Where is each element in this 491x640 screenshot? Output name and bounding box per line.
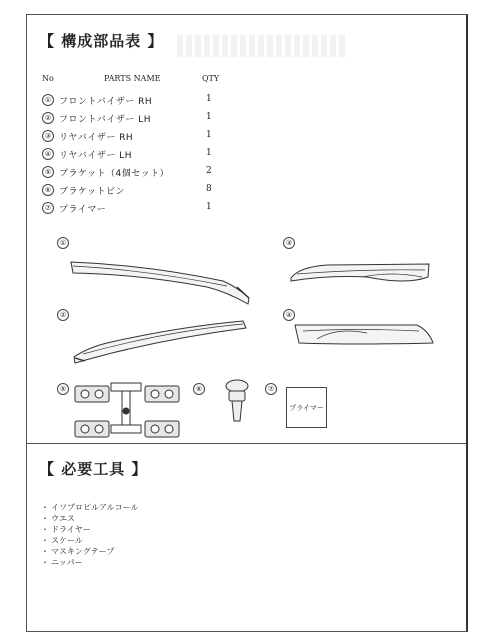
part-qty: 1 [206, 148, 212, 158]
bracket-set-drawing [75, 383, 179, 437]
part-name: ブラケットピン [59, 187, 126, 197]
callout-rear-visor-lh: ④ [283, 309, 295, 321]
bullet: ・ [41, 558, 49, 567]
front-visor-lh-drawing [74, 321, 246, 363]
parts-list-title: 構成部品表 [61, 32, 142, 50]
tool-name: イソプロピルアルコール [51, 503, 139, 512]
bullet: ・ [41, 514, 49, 523]
tool-name: マスキングテープ [51, 547, 115, 556]
row-number: ⑥ [42, 184, 54, 196]
row-number: ② [42, 112, 54, 124]
part-name: プライマー [59, 205, 107, 215]
tools-title: 必要工具 [61, 460, 126, 478]
heading-bracket-close: 】 [147, 32, 164, 50]
rear-visor-rh-drawing [291, 264, 429, 281]
tools-heading [39, 458, 148, 479]
row-number: ③ [42, 130, 54, 142]
callout-primer: ⑦ [265, 383, 277, 395]
column-header-qty: QTY [202, 74, 220, 83]
tool-name: ドライヤー [51, 525, 91, 534]
tool-item [41, 557, 139, 568]
heading-bracket-open: 【 [39, 460, 56, 478]
part-name: リヤバイザー RH [59, 133, 134, 143]
tools-list [41, 502, 139, 568]
tool-name: ニッパー [51, 558, 83, 567]
instruction-sheet [26, 14, 468, 632]
part-qty: 1 [206, 202, 212, 212]
callout-bracket: ⑤ [57, 383, 69, 395]
part-qty: 1 [206, 130, 212, 140]
part-name: ブラケット（4個セット） [59, 169, 170, 179]
tool-item [41, 513, 139, 524]
column-header-no: No [42, 74, 54, 83]
row-number: ⑦ [42, 202, 54, 214]
row-number: ④ [42, 148, 54, 160]
callout-front-visor-rh: ① [57, 237, 69, 249]
part-qty: 1 [206, 94, 212, 104]
part-name: フロントバイザー LH [59, 115, 151, 125]
bullet: ・ [41, 525, 49, 534]
part-name: リヤバイザー LH [59, 151, 132, 161]
bullet: ・ [41, 503, 49, 512]
parts-illustration [27, 15, 469, 445]
primer-bottle [286, 387, 327, 428]
callout-front-visor-lh: ② [57, 309, 69, 321]
heading-bracket-open: 【 [39, 32, 56, 50]
tool-item [41, 524, 139, 535]
row-number: ⑤ [42, 166, 54, 178]
part-qty: 2 [206, 166, 212, 176]
callout-rear-visor-rh: ③ [283, 237, 295, 249]
tool-item [41, 546, 139, 557]
part-name: フロントバイザー RH [59, 97, 153, 107]
tool-name: スケール [51, 536, 83, 545]
callout-bracket-pin: ⑥ [193, 383, 205, 395]
tool-item [41, 502, 139, 513]
bullet: ・ [41, 536, 49, 545]
bracket-pin-drawing [226, 380, 248, 421]
row-number: ① [42, 94, 54, 106]
part-qty: 1 [206, 112, 212, 122]
tool-name: ウエス [51, 514, 75, 523]
primer-label: プライマー [289, 403, 324, 412]
rear-visor-lh-drawing [295, 325, 433, 344]
column-header-parts-name: PARTS NAME [104, 74, 161, 83]
tool-item [41, 535, 139, 546]
section-divider [27, 443, 466, 444]
heading-bracket-close: 】 [131, 460, 148, 478]
bullet: ・ [41, 547, 49, 556]
part-qty: 8 [206, 184, 212, 194]
front-visor-rh-drawing [71, 262, 249, 304]
